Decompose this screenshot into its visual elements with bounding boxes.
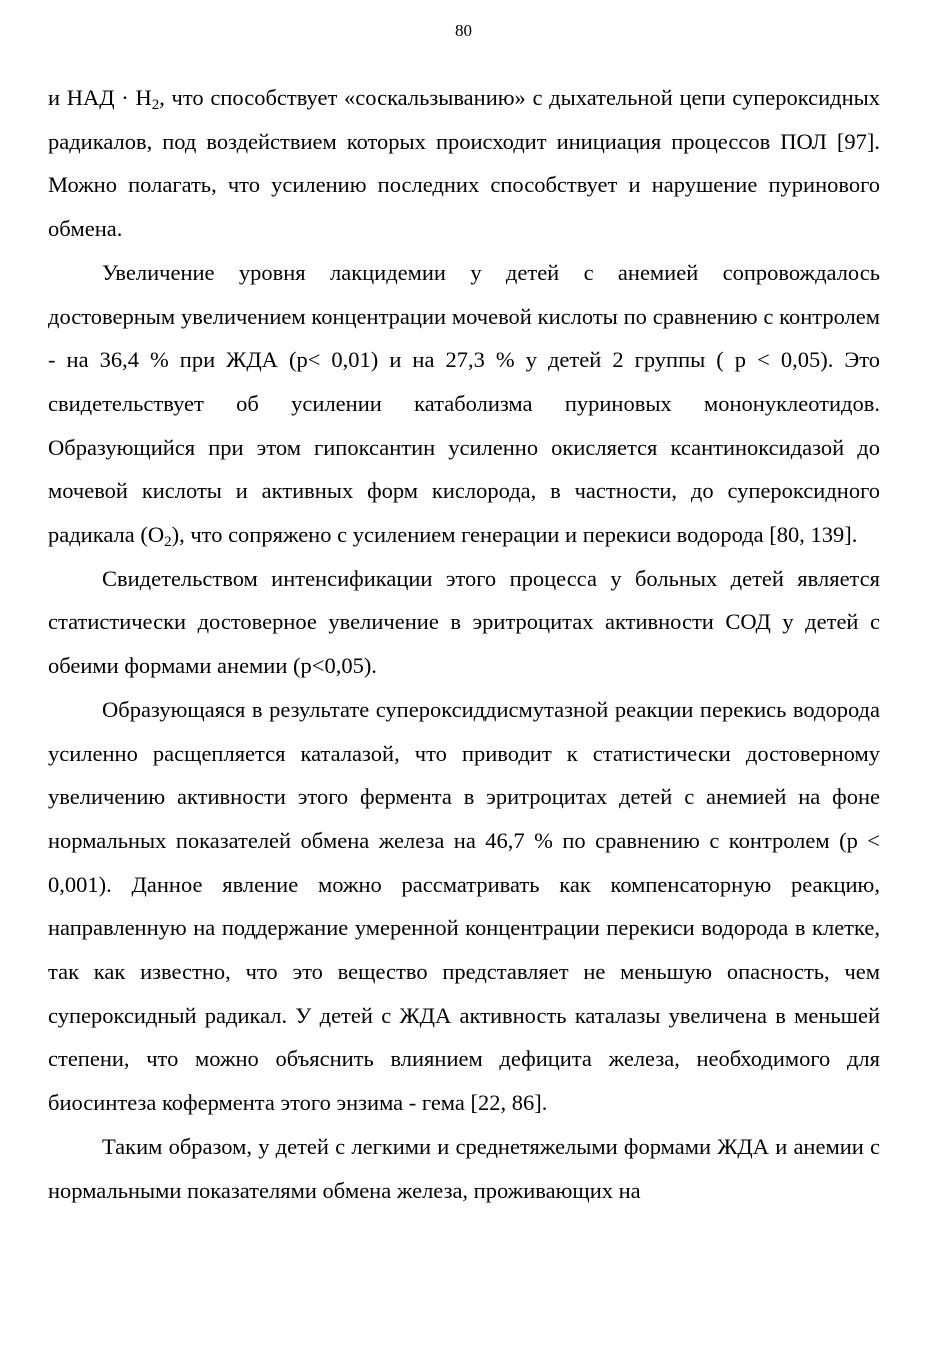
paragraph-1-text-a: и НАД · Н: [48, 85, 152, 110]
paragraph-5: Таким образом, у детей с легкими и среднетяжелыми формами ЖДА и анемии с нормальными показателями обмена железа, проживающих на: [48, 1133, 880, 1203]
subscript-h2: 2: [151, 97, 160, 113]
paragraph-2-text-a: Увеличение уровня лакцидемии у детей с анемией сопровождалось достоверным увеличением концентрации мочевой кислоты по сравнению с контролем - на 36,4 % при ЖДА (р< 0,01) и на 27,3 % у детей 2 группы ( р < 0,05). Это свидетельствует об усилении катаболизма пуриновых мононуклеотидов. Образующийся при этом гипоксантин усиленно окисляется ксантиноксидазой до мочевой кислоты и активных форм кислорода, в частности, до супероксидного радикала (О: [48, 259, 880, 548]
paragraph-1-text-b: , что способствует «соскальзыванию» с дыхательной цепи супероксидных радикалов, под воздействием которых происходит инициация процессов ПОЛ [97]. Можно полагать, что усилению последних способствует и нарушение пуринового обмена.: [48, 85, 880, 242]
page-number: 80: [455, 21, 472, 40]
paragraph-2: [48, 251, 880, 557]
paragraph-1: [48, 76, 880, 251]
paragraph-4: Образующаяся в результате супероксиддисмутазной реакции перекись водорода усиленно расщепляется каталазой, что приводит к статистически достоверному увеличению активности этого фермента в эритроцитах детей с анемией на фоне нормальных показателей обмена железа на 46,7 % по сравнению с контролем (р < 0,001). Данное явление можно рассматривать как компенсаторную реакцию, направленную на поддержание умеренной концентрации перекиси водорода в клетке, так как известно, что это вещество представляет не меньшую опасность, чем супероксидный радикал. У детей с ЖДА активность каталазы увеличена в меньшей степени, что можно объяснить влиянием дефицита железа, необходимого для биосинтеза кофермента этого энзима - гема [22, 86].: [48, 696, 880, 1116]
paragraph-2-text-b: ), что сопряжено с усилением генерации и перекиси водорода [80, 139].: [171, 522, 858, 548]
paragraph-3: Свидетельством интенсификации этого процесса у больных детей является статистически достоверное увеличение в эритроцитах активности СОД у детей с обеими формами анемии (р<0,05).: [48, 565, 880, 679]
subscript-o2: 2: [164, 534, 172, 551]
document-body: [48, 76, 880, 1212]
